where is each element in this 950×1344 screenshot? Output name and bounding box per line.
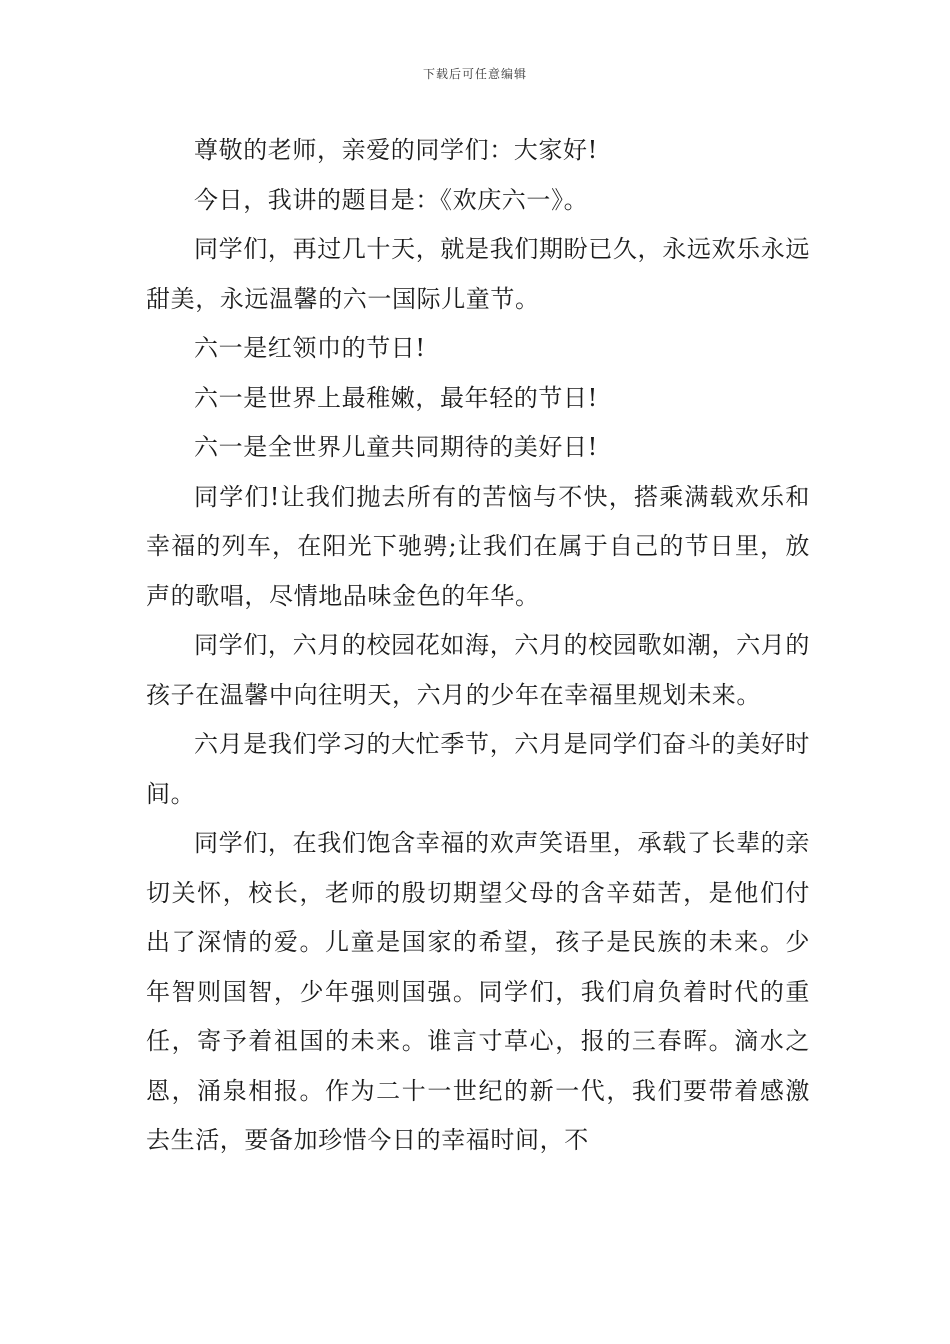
paragraph-childrens-day: 同学们，再过几十天，就是我们期盼已久，永远欢乐永远甜美，永远温馨的六一国际儿童节。 (146, 235, 810, 313)
page-header: 下载后可任意编辑 (422, 67, 527, 81)
paragraph-happiness-train: 同学们!让我们抛去所有的苦恼与不快，搭乘满载欢乐和幸福的列车，在阳光下驰骋;让我们在属于自己的节日里，放声的歌唱，尽情地品味金色的年华。 (146, 482, 810, 610)
paragraph-busy-season: 六月是我们学习的大忙季节，六月是同学们奋斗的美好时间。 (146, 730, 810, 808)
paragraph-greeting: 尊敬的老师，亲爱的同学们：大家好! (194, 136, 598, 164)
paragraph-youngest-festival: 六一是世界上最稚嫩，最年轻的节日! (194, 383, 598, 412)
paragraph-june-campus: 同学们，六月的校园花如海，六月的校园歌如潮，六月的孩子在温馨中向往明天，六月的少年在幸福里规划未来。 (146, 631, 810, 709)
paragraph-worldwide-day: 六一是全世界儿童共同期待的美好日! (194, 433, 598, 461)
paragraph-gratitude: 同学们，在我们饱含幸福的欢声笑语里，承载了长辈的亲切关怀，校长，老师的殷切期望父母的含辛茹苦，是他们付出了深情的爱。儿童是国家的希望，孩子是民族的未来。少年智则国智，少年强则国强。同学们，我们肩负着时代的重任，寄予着祖国的未来。谁言寸草心，报的三春晖。滴水之恩，涌泉相报。作为二十一世纪的新一代，我们要带着感激去生活，要备加珍惜今日的幸福时间，不 (146, 829, 810, 1154)
paragraph-topic: 今日，我讲的题目是：《欢庆六一》。 (194, 185, 589, 214)
paragraph-red-scarf: 六一是红领巾的节日! (194, 334, 426, 362)
document-body (146, 126, 810, 1166)
